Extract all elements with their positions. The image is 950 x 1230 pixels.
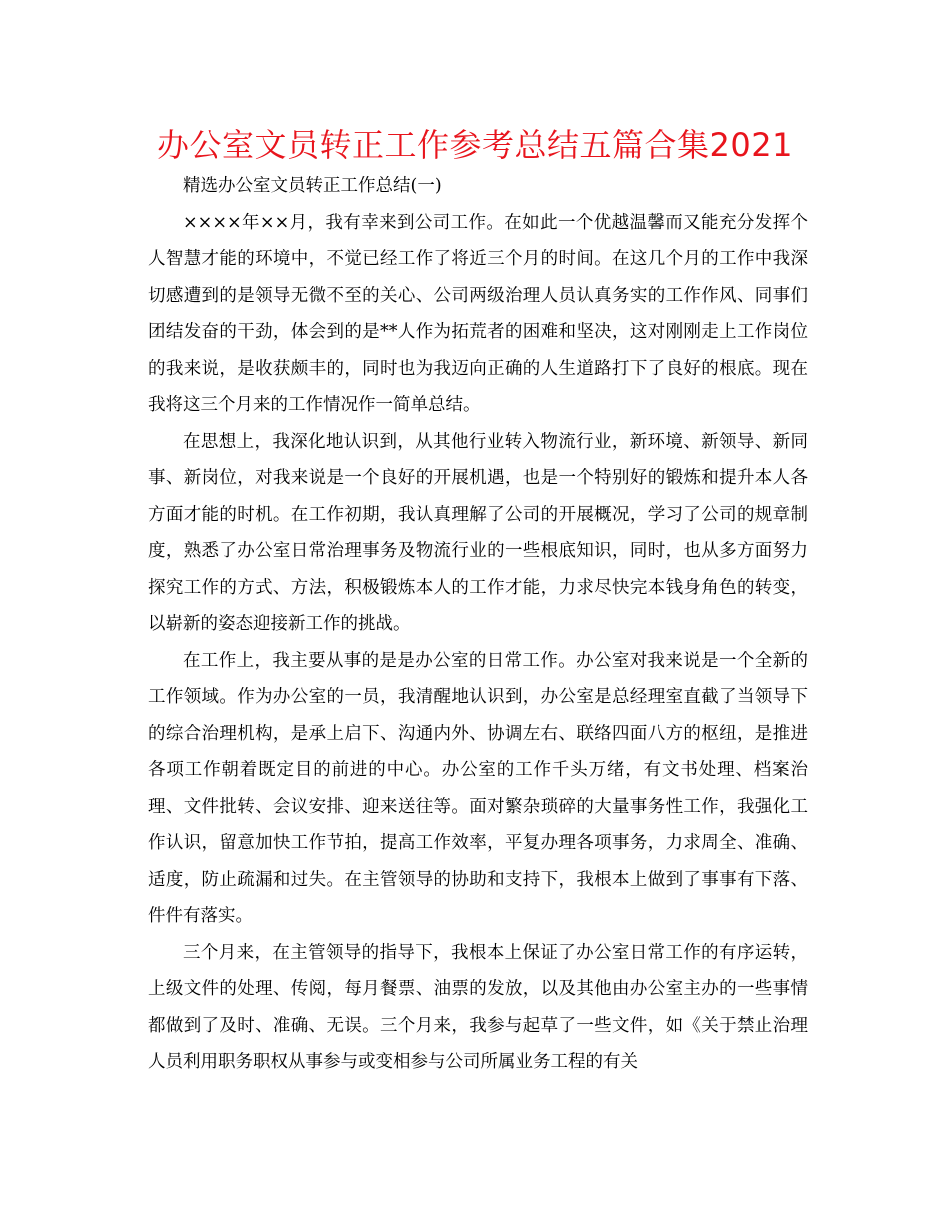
document-body xyxy=(148,168,808,1081)
paragraph-4: 三个月来，在主管领导的指导下，我根本上保证了办公室日常工作的有序运转，上级文件的处理、传阅，每月餐票、油票的发放，以及其他由办公室主办的一些事情都做到了及时、准确、无误。三个月来，我参与起草了一些文件，如《关于禁止治理人员利用职务职权从事参与或变相参与公司所属业务工程的有关 xyxy=(148,942,808,1072)
paragraph-1: ××××年××月，我有幸来到公司工作。在如此一个优越温馨而又能充分发挥个人智慧才能的环境中，不觉已经工作了将近三个月的时间。在这几个月的工作中我深切感遭到的是领导无微不至的关心、公司两级治理人员认真务实的工作作风、同事们团结发奋的干劲，体会到的是**人作为拓荒者的困难和坚决，这对刚刚走上工作岗位的我来说，是收获颇丰的，同时也为我迈向正确的人生道路打下了良好的根底。现在我将这三个月来的工作情况作一简单总结。 xyxy=(148,212,808,415)
document-title: 办公室文员转正工作参考总结五篇合集2021 xyxy=(157,126,793,164)
paragraph-2: 在思想上，我深化地认识到，从其他行业转入物流行业，新环境、新领导、新同事、新岗位，对我来说是一个良好的开展机遇，也是一个特别好的锻炼和提升本人各方面才能的时机。在工作初期，我认真理解了公司的开展概况，学习了公司的规章制度，熟悉了办公室日常治理事务及物流行业的一些根底知识，同时，也从多方面努力探究工作的方式、方法，积极锻炼本人的工作才能，力求尽快完本钱身角色的转变，以崭新的姿态迎接新工作的挑战。 xyxy=(148,431,808,634)
paragraph-3: 在工作上，我主要从事的是是办公室的日常工作。办公室对我来说是一个全新的工作领域。作为办公室的一员，我清醒地认识到，办公室是总经理室直截了当领导下的综合治理机构，是承上启下、沟通内外、协调左右、联络四面八方的枢纽，是推进各项工作朝着既定目的前进的中心。办公室的工作千头万绪，有文书处理、档案治理、文件批转、会议安排、迎来送往等。面对繁杂琐碎的大量事务性工作，我强化工作认识，留意加快工作节拍，提高工作效率，平复办理各项事务，力求周全、准确、适度，防止疏漏和过失。在主管领导的协助和支持下，我根本上做到了事事有下落、件件有落实。 xyxy=(148,650,808,926)
section-subtitle: 精选办公室文员转正工作总结(一) xyxy=(183,176,442,196)
